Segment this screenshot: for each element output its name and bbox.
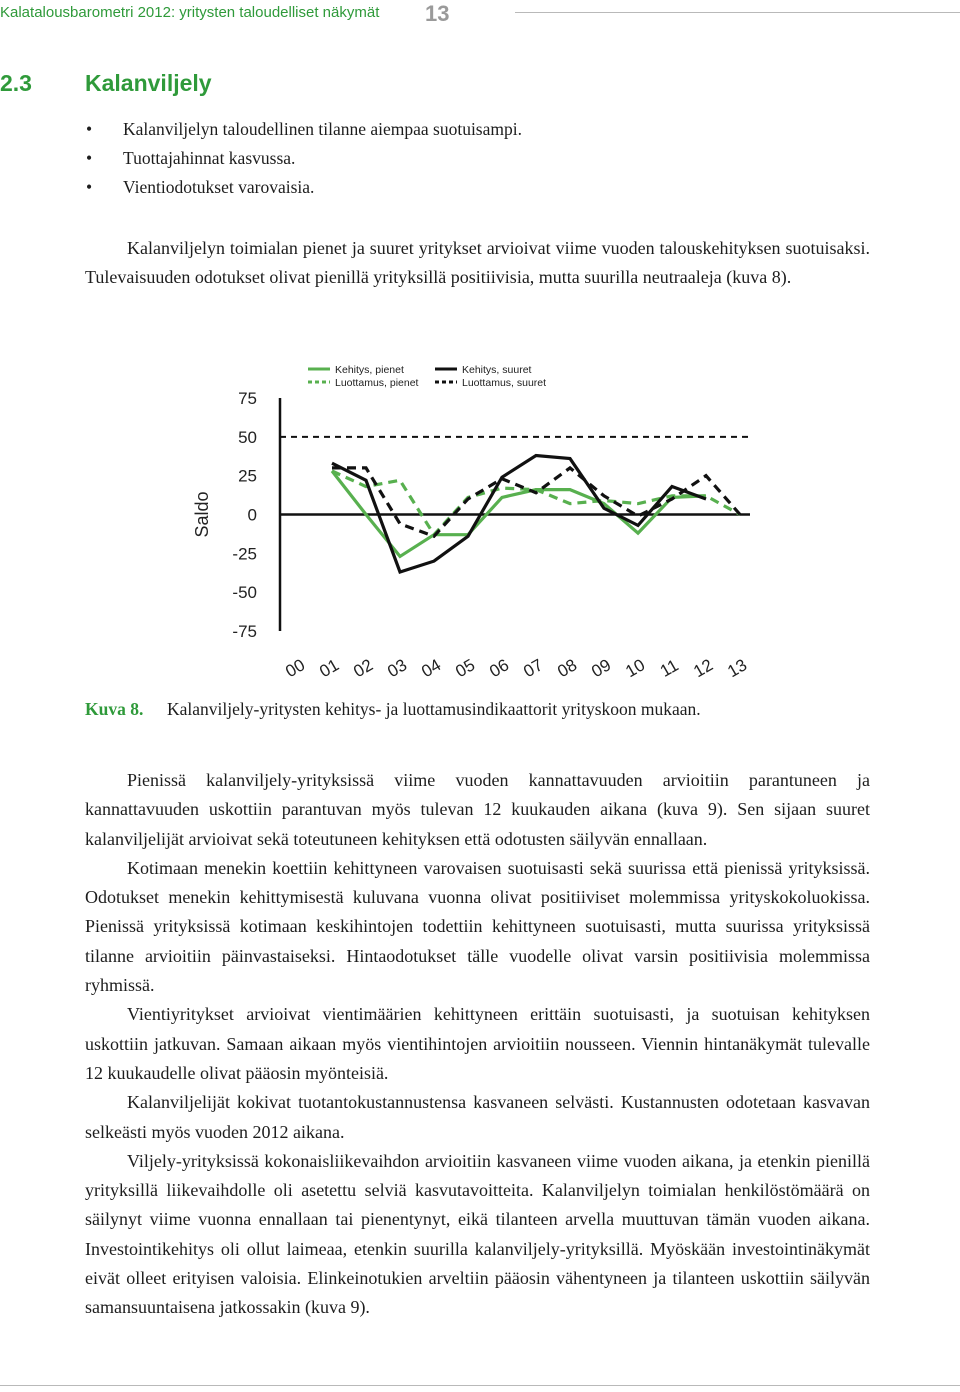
x-tick-label: 00 (282, 655, 309, 682)
y-axis-label: Saldo (192, 491, 212, 538)
header-rule (515, 12, 960, 13)
x-tick-label: 08 (554, 655, 581, 682)
section-number: 2.3 (0, 70, 32, 96)
footer-rule (0, 1385, 960, 1386)
y-tick-label: 75 (238, 389, 257, 408)
page-number: 13 (425, 1, 450, 26)
y-tick-label: 0 (247, 505, 257, 525)
y-tick-label: 50 (238, 427, 257, 447)
y-tick-label: -50 (232, 583, 257, 603)
key-point (0, 174, 522, 203)
x-tick-label: 07 (520, 655, 547, 682)
series-line-2 (332, 471, 740, 535)
x-tick-label: 02 (350, 655, 377, 682)
legend-label: Luottamus, pienet (335, 377, 419, 389)
running-header-title: Kalatalousbarometri 2012: yritysten taloudelliset näkymät (0, 4, 380, 21)
bullet-icon: • (86, 148, 93, 168)
body-paragraph: Viljely-yrityksissä kokonaisliikevaihdon arvioitiin kasvaneen viime vuoden aikana, ja etenkin pienillä yrityksillä liikevaihdolle oli asetettu selviä kasvutavoitteita. Kalanviljelyn toimialan henkilöstömäärä on säilynyt viime vuonna ennallaan tai pienentynyt, eikä tilanteen arvella muuttuvan tämän vuoden aikana. Investointikehitys oli ollut laimeaa, etenkin suurilla kalanviljely-yrityksillä. Myöskään investointinäkymät eivät olleet erityisen valoisia. Elinkeinotukien arveltiin pääosin vähentyneen ja tilanteen uskottiin säilyvän samansuuntaisena jatkossakin (kuva 9). (85, 1150, 870, 1318)
x-tick-label: 11 (656, 655, 682, 681)
intro-paragraph: Kalanviljelyn toimialan pienet ja suuret yritykset arvioivat viime vuoden talouskehityksen suotuisaksi. Tulevaisuuden odotukset olivat pienillä yrityksillä positiivisia, mutta suurilla neutraaleja (kuva 8). (85, 238, 870, 288)
key-point (0, 145, 522, 174)
x-tick-label: 09 (588, 655, 615, 682)
figure-caption (85, 699, 701, 720)
figure-caption-text: Kalanviljely-yritysten kehitys- ja luottamusindikaattorit yrityskoon mukaan. (167, 699, 701, 719)
legend-label: Kehitys, suuret (462, 364, 532, 376)
x-tick-label: 06 (486, 655, 513, 682)
section-title: Kalanviljely (85, 70, 212, 96)
figure-chart (180, 355, 780, 695)
key-point (0, 116, 522, 145)
bullet-icon: • (86, 177, 93, 197)
section-heading (0, 70, 212, 97)
key-point-text: Kalanviljelyn taloudellinen tilanne aiempaa suotuisampi. (123, 119, 522, 139)
y-tick-label: -25 (232, 544, 257, 564)
body-paragraph: Kalanviljelijät kokivat tuotantokustannustensa kasvaneen selvästi. Kustannusten odotetaan kasvavan selkeästi myös vuoden 2012 aikana. (85, 1092, 870, 1142)
x-tick-label: 01 (316, 655, 343, 682)
x-tick-label: 10 (622, 655, 649, 682)
body-paragraph: Pienissä kalanviljely-yrityksissä viime vuoden kannattavuuden arvioitiin parantuneen ja kannattavuuden uskottiin parantuvan myös tulevan 12 kuukauden aikana (kuva 9). Sen sijaan suuret kalanviljelijät arvioivat sekä toteutuneen kehityksen että odotusten säilyvän ennallaan. (85, 770, 870, 849)
key-points-list (0, 116, 522, 203)
key-point-text: Tuottajahinnat kasvussa. (123, 148, 296, 168)
body-paragraph: Kotimaan menekin koettiin kehittyneen varovaisen suotuisasti sekä suurissa että pienissä yrityksissä. Odotukset menekin kehittymisestä kuluvana vuonna olivat positiiviset molemmissa yrityskokoluokissa. Pienissä yrityksissä kotimaan keskihintojen todettiin kehittyneen suotuisasti, mutta suurissa yrityksissä tilanne arvioitiin päinvastaiseksi. Hintaodotukset tälle vuodelle olivat varsin positiivisia molemmissa ryhmissä. (85, 857, 870, 996)
bullet-icon: • (86, 119, 93, 139)
series-line-4 (332, 468, 740, 536)
body-text (85, 766, 870, 1323)
figure-label: Kuva 8. (85, 699, 144, 719)
y-tick-label: 25 (238, 466, 257, 486)
legend-label: Kehitys, pienet (335, 364, 404, 376)
line-chart (180, 355, 780, 695)
x-tick-label: 03 (384, 655, 411, 682)
y-tick-label: -75 (232, 622, 257, 641)
x-tick-label: 04 (418, 655, 445, 682)
legend-label: Luottamus, suuret (462, 377, 547, 389)
x-tick-label: 12 (690, 655, 717, 682)
x-tick-label: 05 (452, 655, 479, 682)
key-point-text: Vientiodotukset varovaisia. (123, 177, 315, 197)
x-tick-label: 13 (724, 655, 751, 682)
body-paragraph: Vientiyritykset arvioivat vientimäärien kehittyneen erittäin suotuisasti, ja suotuisan kehityksen uskottiin jatkuvan. Samaan aikaan myös vientihintojen arvioitiin nousseen. Viennin hintanäkymät tulevalle 12 kuukaudelle olivat pääosin myönteisiä. (85, 1004, 870, 1083)
